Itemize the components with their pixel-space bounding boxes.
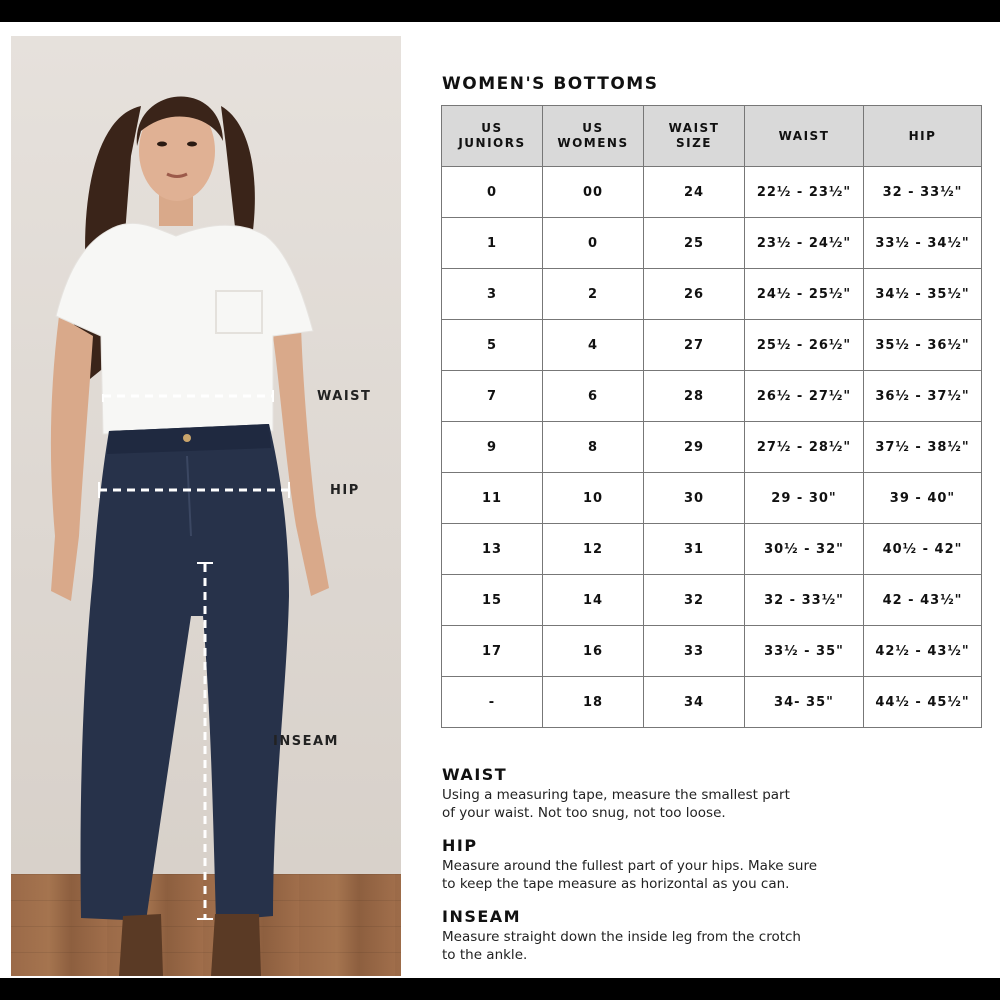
table-row xyxy=(442,422,982,473)
table-cell: 2 xyxy=(543,269,644,320)
column-header-0: US JUNIORS xyxy=(442,106,543,167)
waist-instructions xyxy=(442,786,862,822)
table-cell: 32 - 33½" xyxy=(745,575,864,626)
inseam-text-line-2: to the ankle. xyxy=(442,947,528,963)
table-row xyxy=(442,626,982,677)
table-cell: 9 xyxy=(442,422,543,473)
table-cell: 4 xyxy=(543,320,644,371)
table-cell: 26 xyxy=(644,269,745,320)
table-body xyxy=(442,167,982,728)
table-cell: 29 xyxy=(644,422,745,473)
table-cell: 7 xyxy=(442,371,543,422)
table-cell: 0 xyxy=(442,167,543,218)
table-cell: 25 xyxy=(644,218,745,269)
waist-text-line-1: Using a measuring tape, measure the smallest part xyxy=(442,787,790,803)
hip-instructions xyxy=(442,857,862,893)
table-cell: 26½ - 27½" xyxy=(745,371,864,422)
table-cell: 17 xyxy=(442,626,543,677)
table-cell: 33½ - 34½" xyxy=(864,218,982,269)
table-cell: 30 xyxy=(644,473,745,524)
table-cell: 24½ - 25½" xyxy=(745,269,864,320)
size-chart-table xyxy=(441,105,982,728)
table-cell: 0 xyxy=(543,218,644,269)
table-row xyxy=(442,269,982,320)
hip-photo-label: HIP xyxy=(330,483,360,498)
table-cell: 16 xyxy=(543,626,644,677)
waist-heading: WAIST xyxy=(442,765,508,784)
table-header-row xyxy=(442,106,982,167)
column-header-2: WAIST SIZE xyxy=(644,106,745,167)
table-row xyxy=(442,320,982,371)
table-cell: 13 xyxy=(442,524,543,575)
table-cell: 30½ - 32" xyxy=(745,524,864,575)
inseam-text-line-1: Measure straight down the inside leg from the crotch xyxy=(442,929,801,945)
table-cell: 35½ - 36½" xyxy=(864,320,982,371)
table-cell: 33½ - 35" xyxy=(745,626,864,677)
table-cell: 39 - 40" xyxy=(864,473,982,524)
hip-text-line-2: to keep the tape measure as horizontal as you can. xyxy=(442,876,790,892)
waist-photo-label: WAIST xyxy=(317,389,372,404)
table-cell: 00 xyxy=(543,167,644,218)
hip-text-line-1: Measure around the fullest part of your hips. Make sure xyxy=(442,858,818,874)
table-row xyxy=(442,371,982,422)
inseam-heading: INSEAM xyxy=(442,907,522,926)
table-cell: 36½ - 37½" xyxy=(864,371,982,422)
table-row xyxy=(442,473,982,524)
table-cell: 10 xyxy=(543,473,644,524)
column-header-4: HIP xyxy=(864,106,982,167)
bottom-border xyxy=(0,978,1000,1000)
table-cell: 25½ - 26½" xyxy=(745,320,864,371)
table-cell: 23½ - 24½" xyxy=(745,218,864,269)
table-cell: 11 xyxy=(442,473,543,524)
table-cell: 14 xyxy=(543,575,644,626)
table-cell: 27½ - 28½" xyxy=(745,422,864,473)
table-row xyxy=(442,677,982,728)
table-cell: 32 xyxy=(644,575,745,626)
table-row xyxy=(442,524,982,575)
table-cell: 34 xyxy=(644,677,745,728)
table-row xyxy=(442,218,982,269)
hip-heading: HIP xyxy=(442,836,478,855)
table-row xyxy=(442,167,982,218)
model-photo xyxy=(11,36,401,976)
table-cell: 29 - 30" xyxy=(745,473,864,524)
table-cell: 8 xyxy=(543,422,644,473)
table-cell: 37½ - 38½" xyxy=(864,422,982,473)
table-cell: 34- 35" xyxy=(745,677,864,728)
model-illustration xyxy=(11,36,401,976)
table-cell: 6 xyxy=(543,371,644,422)
table-cell: 1 xyxy=(442,218,543,269)
table-cell: 22½ - 23½" xyxy=(745,167,864,218)
table-cell: 18 xyxy=(543,677,644,728)
table-cell: - xyxy=(442,677,543,728)
table-row xyxy=(442,575,982,626)
waist-text-line-2: of your waist. Not too snug, not too loose. xyxy=(442,805,726,821)
chart-title: WOMEN'S BOTTOMS xyxy=(442,74,659,94)
inseam-instructions xyxy=(442,928,862,964)
table-cell: 24 xyxy=(644,167,745,218)
table-cell: 31 xyxy=(644,524,745,575)
table-cell: 5 xyxy=(442,320,543,371)
table-cell: 42½ - 43½" xyxy=(864,626,982,677)
table-cell: 34½ - 35½" xyxy=(864,269,982,320)
inseam-photo-label: INSEAM xyxy=(273,734,339,749)
table-cell: 40½ - 42" xyxy=(864,524,982,575)
table-cell: 12 xyxy=(543,524,644,575)
table-cell: 42 - 43½" xyxy=(864,575,982,626)
table-cell: 28 xyxy=(644,371,745,422)
top-border xyxy=(0,0,1000,22)
table-cell: 15 xyxy=(442,575,543,626)
table-cell: 33 xyxy=(644,626,745,677)
table-cell: 32 - 33½" xyxy=(864,167,982,218)
table-cell: 44½ - 45½" xyxy=(864,677,982,728)
column-header-3: WAIST xyxy=(745,106,864,167)
column-header-1: US WOMENS xyxy=(543,106,644,167)
table-cell: 27 xyxy=(644,320,745,371)
table-cell: 3 xyxy=(442,269,543,320)
